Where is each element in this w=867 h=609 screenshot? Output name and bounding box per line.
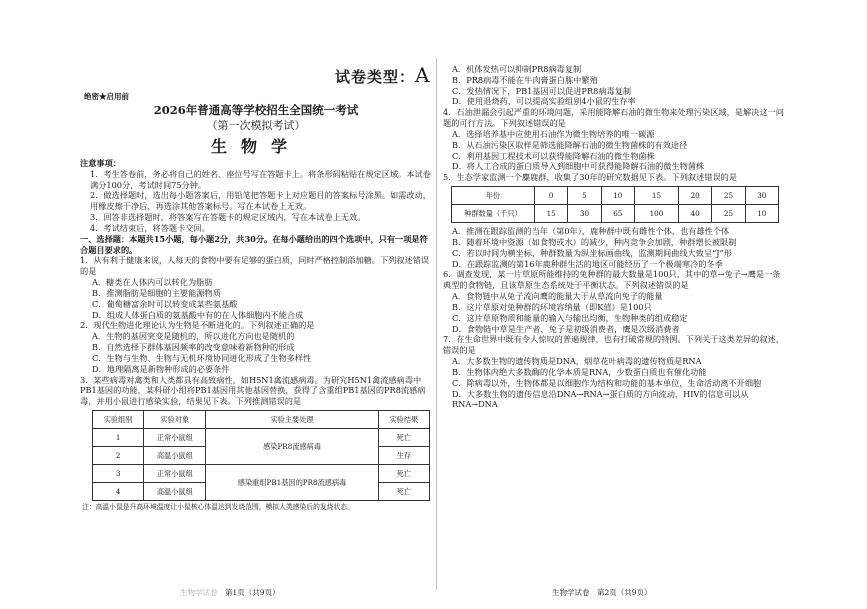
answer-option: D．地理隔离是新物种形成的必要条件 [92,363,230,374]
subject-title: 生物学 [210,137,301,156]
answer-option: C．利用基因工程技术可以获得能降解石油的微生物菌株 [452,150,655,161]
table-cell: 5 [568,187,601,205]
table-row [93,465,430,483]
page-number: 第1页（共9页） [225,588,280,597]
exam-title: 2026年普通高等学校招生全国统一考试 [153,103,359,117]
table-cell: 死亡 [378,465,429,483]
table-cell: 1 [93,429,144,447]
table-cell: 正常小鼠组 [144,429,206,447]
question-stem: 3．某些病毒对禽类和人类都具有高致病性，如H5N1禽流感病毒。为研究H5N1禽流感病毒中PB1基因的功能，某科研小组将PB1基因用其他基因替换，获得了含重组PB1基因的PR8流感病毒，并用小鼠进行感染实验，结果见下表。下列推测错误的是 [80,374,426,407]
answer-option: D．大多数生物的遗传信息沿DNA→RNA→蛋白质的方向流动，HIV的信息可以从RNA→DNA [452,388,749,410]
right-page [443,0,785,609]
notice-item: 1．考生答卷前，务必将自己的姓名、座位号写在答题卡上。将条形码粘贴在规定区域。本试卷满分100分，考试时间75分钟。 [90,168,431,190]
table-row-label: 种群数量（千只） [452,205,535,223]
table-row-label: 年份 [452,187,535,205]
question-stem: 5．生态学家监测一个麋鹿群，收集了30年的研究数据见下表。下列叙述错误的是 [443,172,738,183]
table-cell: 死亡 [378,429,429,447]
table-cell: 10 [745,205,778,223]
page-divider [436,58,437,590]
answer-option: D．食物链中草是生产者，兔子是初级消费者，鹰是次级消费者 [452,323,680,334]
question-stem: 4．石油泄漏会引起严重的环境问题，采用能降解石油的微生物来处理污染区域，是解决这一问题的可行方法。下列叙述错误的是 [443,107,784,129]
answer-option: B．自然选择下群体基因频率的改变意味着新物种的形成 [92,342,295,353]
table-cell: 40 [679,205,712,223]
table-cell: 感染重组PB1基因的PR8流感病毒 [206,465,378,501]
table-note: 注：高温小鼠是升高环境温度让小鼠核心体温达到发烧范围，模拟人类感染后的发烧状态。 [82,503,354,512]
table-cell: 正常小鼠组 [144,465,206,483]
question-stem: 1．从有利于健康来说，人每天的食物中要有足够的蛋白质，同时严格控制添加糖。下列叙述错误的是 [80,255,430,277]
answer-option: A．大多数生物的遗传物质是DNA，烟草花叶病毒的遗传物质是RNA [452,356,702,367]
table-cell: 生存 [378,447,429,465]
question-stem: 6．调查发现，某一片草原所能维持的兔种群的最大数量是100只，其中的草→兔子→鹰是一条典型的食物链，且该草原生态系统处于平衡状态。下列叙述错误的是 [443,269,781,291]
answer-option: B．这片草原对兔种群的环境容纳量（即K值）是100只 [452,301,652,312]
answer-option: D．在跟踪监测的第16年鹿种群生活的地区可能经历了一个极端寒冷的冬季 [452,258,723,269]
footer-left [180,588,280,598]
population-table [451,186,779,223]
answer-option: C．这片草原物质和能量的输入与输出均衡，生物种类的组成稳定 [452,312,688,323]
table-cell: 15 [535,205,568,223]
table-cell: 25 [712,187,745,205]
table-cell: 2 [93,447,144,465]
table-cell: 感染PR8流感病毒 [206,429,378,465]
answer-option: A．推测在跟踪监测的当年（第0年），鹿种群中既有雌性个体，也有雄性个体 [452,226,730,237]
answer-option: A．选择培养基中应使用石油作为微生物培养的唯一碳源 [452,128,655,139]
left-content [80,158,432,512]
answer-option: D．使用退烧药，可以提高实验组别4小鼠的生存率 [452,96,636,107]
secret-mark: 绝密★启用前 [84,92,129,101]
table-cell: 25 [712,205,745,223]
answer-option: A．生物的基因突变是随机的，所以进化方向也是随机的 [92,331,295,342]
table-row [452,187,779,205]
answer-option: B．PR8病毒不能在牛肉膏蛋白胨中繁殖 [452,74,598,85]
answer-option: C．发热情况下，PB1基因可以促进PR8病毒复制 [452,85,632,96]
question-stem: 2．现代生物进化理论认为生物是不断进化的。下列叙述正确的是 [80,320,315,331]
table-cell: 死亡 [378,483,429,501]
table-cell: 4 [93,483,144,501]
table-row [452,205,779,223]
footer-faint-text: 生物学试卷 [180,588,218,597]
table-cell: 15 [634,187,678,205]
table-cell: 3 [93,465,144,483]
exam-subtitle: （第一次模拟考试） [206,119,306,132]
table-cell: 高温小鼠组 [144,447,206,465]
answer-option: C．若以时间为横坐标，种群数量为纵坐标画曲线，监测期间曲线大致呈“J”形 [452,247,732,258]
answer-option: A．机体发热可以抑制PR8病毒复制 [452,64,582,74]
answer-option: D．将人工合成的蛋白质导入到细胞中可获得能降解石油的微生物菌株 [452,161,705,172]
table-cell: 30 [745,187,778,205]
table-cell: 100 [634,205,678,223]
table-cell: 20 [679,187,712,205]
paper-type [335,62,430,88]
notice-item: 3．回答非选择题时，将答案写在答题卡的规定区域内，写在本试卷上无效。 [90,212,366,223]
answer-option: B．生物体内绝大多数酶的化学本质是RNA，少数蛋白质也有催化功能 [452,366,707,377]
notice-heading: 注意事项： [80,158,121,168]
table-header: 实验主要处理 [206,411,378,429]
table-header: 实验对象 [144,411,206,429]
answer-option: B．从石油污染区取样是筛选能降解石油的微生物菌株的有效途径 [452,139,688,150]
answer-option: C．葡萄糖富余时可以转变成某些氨基酸 [92,298,238,309]
question-stem: 7．在生命世界中既有令人惊叹的普遍规律，也有打破常规的特例。下列关于这类差异的叙述，错误的是 [443,334,784,356]
answer-option: A．食物链中从兔子流向鹰的能量大于从草流向兔子的能量 [452,291,663,302]
answer-option: A．糖类在人体内可以转化为脂肪 [92,277,213,288]
table-cell: 65 [601,205,634,223]
left-page [80,0,432,609]
table-header: 实验结果 [378,411,429,429]
paper-type-label: 试卷类型： [335,68,416,86]
experiment-table [92,410,430,501]
table-header-row [93,411,430,429]
footer-right: 生物学试卷 第2页（共9页） [552,588,652,597]
table-cell: 高温小鼠组 [144,483,206,501]
answer-option: B．随着环境中资源（如食物或水）的减少，种内竞争会加剧，种群增长被限制 [452,236,737,247]
table-cell: 0 [535,187,568,205]
table-row [93,429,430,447]
answer-option: D．组成人体蛋白质的氨基酸中有的在人体细胞内不能合成 [92,309,304,320]
answer-option: C．除病毒以外，生物体都是以细胞作为结构和功能的基本单位，生命活动离不开细胞 [452,377,762,388]
section-heading: 一、选择题：本题共15小题，每小题2分，共30分。在每小题给出的四个选项中，只有一项是符合题目要求的。 [80,233,428,255]
right-content [443,64,785,410]
notice-item: 2．做选择题时，选出每小题答案后，用铅笔把答题卡上对应题目的答案标号涂黑。如需改动，用橡皮擦干净后，再选涂其他答案标号。写在本试卷上无效。 [90,190,431,212]
table-header: 实验组别 [93,411,144,429]
notice-item: 4．考试结束后，将答题卡交回。 [90,222,210,233]
table-cell: 30 [568,205,601,223]
paper-type-letter: A [415,63,431,87]
answer-option: C．生物与生物、生物与无机环境协同进化形成了生物多样性 [92,352,312,363]
table-cell: 10 [601,187,634,205]
answer-option: B．推测脂肪是细胞的主要能源物质 [92,287,221,298]
